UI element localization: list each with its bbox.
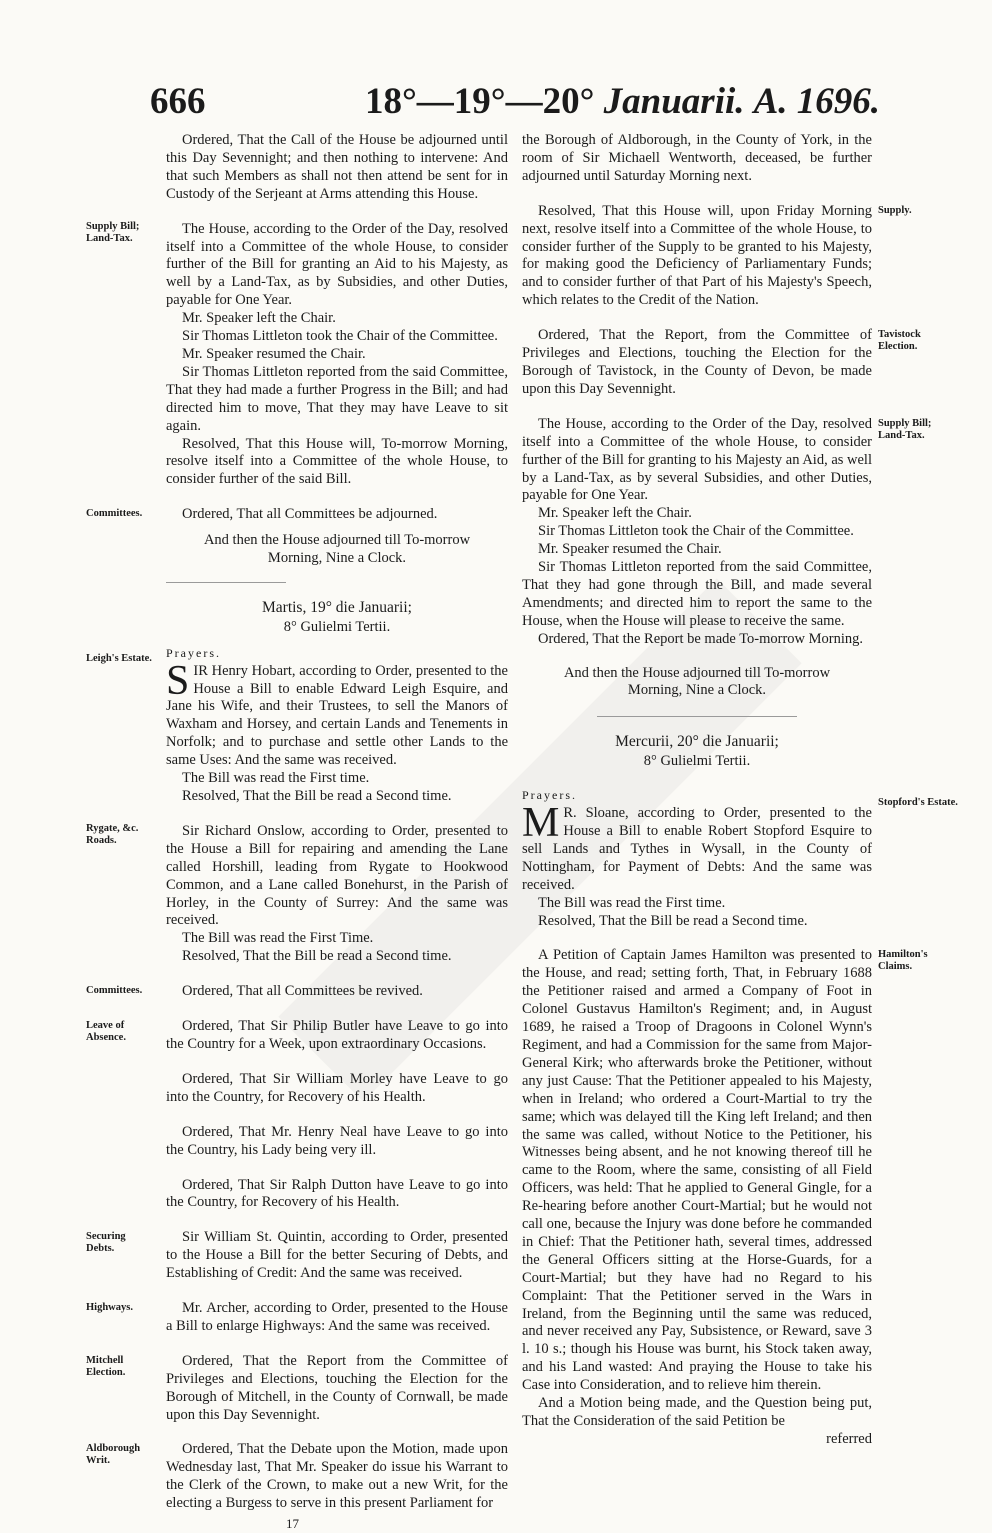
paragraph	[522, 800, 872, 895]
day-heading: Martis, 19° die Januarii;	[262, 598, 412, 616]
paragraph: Sir Thomas Littleton reported from the said Committee, That they had gone through the Bill, and made several Amendments; and directed him to report the same to the House, when the House will please to receive the same.	[522, 559, 872, 629]
day-heading: Mercurii, 20° die Januarii;	[615, 733, 779, 751]
paragraph-text: Sir William St. Quintin, according to Order, presented to the House a Bill for the better Securing of Debts, and Establishing of Credit: And the same was received.	[166, 1229, 508, 1282]
margin-note: Committees.	[86, 508, 143, 520]
prayers-label	[86, 645, 508, 664]
margin-note: Aldborough Writ.	[86, 1443, 141, 1467]
paragraph	[86, 220, 508, 311]
paragraph: The Bill was read the First Time.	[182, 930, 374, 947]
paragraph	[522, 327, 921, 399]
paragraph: Mr. Speaker resumed the Chair.	[182, 345, 366, 362]
paragraph	[86, 1300, 508, 1336]
paragraph: Ordered, That Mr. Henry Neal have Leave to go into the Country, his Lady being very ill.	[166, 1123, 508, 1158]
margin-note: Securing Debts.	[86, 1231, 126, 1255]
divider	[166, 582, 286, 583]
paragraph-text: Ordered, That Sir Philip Butler have Leave to go into the Country for a Week, upon extraordinary Occasions.	[166, 1018, 508, 1052]
margin-note: Mitchell Election.	[86, 1354, 126, 1378]
paragraph: Resolved, That the Bill be read a Second time.	[538, 912, 808, 929]
paragraph-text: Sir Richard Onslow, according to Order, presented to the House a Bill for repairing and amending the Lane called Horshill, leading from Rygate to Hookwood Common, and a Lane called Bonehurst, in the Parish of Horley, in the County of Surrey: And the same was received.	[166, 822, 508, 929]
margin-note: Supply.	[878, 204, 912, 216]
paragraph-text: Mr. Archer, according to Order, presented to the House a Bill to enlarge Highways: And the same was received.	[166, 1300, 508, 1334]
margin-note: Highways.	[86, 1302, 133, 1314]
regnal-year: 8° Gulielmi Tertii.	[643, 753, 751, 770]
paragraph	[86, 1018, 508, 1054]
adjournment: And then the House adjourned till To-morrow Morning, Nine a Clock.	[563, 664, 831, 699]
paragraph: the Borough of Aldborough, in the County of York, in the room of Sir Michaell Wentworth, deceased, be further adjourned until Saturday Morning next.	[522, 132, 872, 184]
paragraph: Mr. Speaker resumed the Chair.	[538, 541, 722, 558]
signature-mark: 17	[286, 1516, 299, 1532]
paragraph-text: IR Henry Hobart, according to Order, presented to the House a Bill to enable Edward Leigh Esquire, and Jane his Wife, and their Trustees, to sell the Manors of Waxham and Horsey, and certain Lands and Tenements in Norfolk; and to purchase and settle other Lands to the same Uses: And the same was received.	[166, 662, 508, 769]
paragraph: Ordered, That the Report be made To-morrow Morning.	[538, 630, 864, 647]
right-column	[522, 132, 958, 1449]
paragraph-text: The House, according to the Order of the Day, resolved itself into a Committee of the whole House, to consider further of the Bill for granting an Aid to his Majesty, as well by a Land-Tax, as by Subsidies, and other Duties, payable for One Year.	[166, 220, 508, 309]
margin-note: Hamilton's Claims.	[878, 949, 928, 973]
margin-note: Supply Bill; Land-Tax.	[878, 417, 932, 441]
paragraph	[86, 1229, 508, 1283]
paragraph: Mr. Speaker left the Chair.	[538, 505, 692, 522]
paragraph: Sir Thomas Littleton took the Chair of the Committee.	[182, 328, 498, 345]
regnal-year: 8° Gulielmi Tertii.	[283, 618, 391, 635]
paragraph: Sir Thomas Littleton reported from the said Committee, That they had made a further Progress in the Bill; and had directed him to move, That they may have Leave to sit again.	[166, 363, 508, 434]
paragraph	[86, 983, 508, 1001]
paragraph	[86, 506, 508, 524]
paragraph: Mr. Speaker left the Chair.	[182, 310, 336, 327]
header-month: Januarii.	[603, 81, 745, 122]
margin-note: Committees.	[86, 985, 143, 997]
prayers-text: Prayers.	[522, 788, 577, 803]
margin-note: Leave of Absence.	[86, 1020, 126, 1044]
paragraph	[86, 1441, 508, 1513]
paragraph: Resolved, That the Bill be read a Second time.	[182, 948, 452, 965]
paragraph: The Bill was read the First time.	[182, 770, 370, 787]
margin-note: Tavistock Election.	[878, 329, 921, 353]
prayers-text: Prayers.	[166, 645, 221, 660]
paragraph-text: The House, according to the Order of the Day, resolved itself into a Committee of the whole House, to consider further of the Bill for granting to his Majesty an Aid, as well by a Land-Tax, as by several Subsidies, and other Duties, payable for One Year.	[522, 415, 872, 504]
paragraph	[522, 202, 912, 310]
paragraph-text: R. Sloane, according to Order, presented to the House a Bill to enable Robert Stopford Esquire to sell Lands and Tythes in Wysall, in the County of Nottingham, for Payment of Debts: And the same was received.	[522, 805, 872, 893]
paragraph: Resolved, That this House will, To-morrow Morning, resolve itself into a Committee of the whole House, to consider further of the said Bill.	[166, 435, 508, 488]
paragraph-text: Ordered, That all Committees be adjourned.	[182, 506, 438, 523]
header-year: A. 1696.	[753, 81, 880, 122]
paragraph	[166, 657, 508, 770]
catchword: referred	[826, 1430, 872, 1447]
paragraph: Ordered, That Sir Ralph Dutton have Leave to go into the Country, for Recovery of his Health.	[166, 1176, 508, 1211]
paragraph: Ordered, That Sir William Morley have Leave to go into the Country, for Recovery of his Health.	[166, 1070, 508, 1105]
paragraph-text: A Petition of Captain James Hamilton was presented to the House, and read; setting forth, That, in February 1688 the Petitioner raised and armed a Company of Foot in Colonel Gustavus Hamilton's Regiment; and, in August 1689, he raised a Troop of Dragoons in Colonel Wynn's Regiment, and had a Commission for the same from Major-General Kirk; who afterwards broke the Petitioner, without any just Cause: That the Petitioner appealed to his Majesty, when in Ireland; who ordered a Court-Martial to try the same; which was delayed till the King left Ireland; and then the same was called, without Notice to the Petitioner, his Witnesses being absent, and he not knowing thereof till he came to the Room, where the same, consisting of all Field Officers, was held: That he applied to General Gingle, for a Re-hearing before another Court-Martial; but he would not call one, because the Injury was done before he commanded in Chief: That the Petitioner hath, several times, addressed the General Officers sitting at the Horse-Guards, for a Court-Martial; but they have had no Regard to his Complaint: That the Petitioner served in the Wars in Ireland, from the Beginning until the same was reduced, and never received any Pay, Subsistence, or Reward, save 3 l. 10 s.; though his House was burnt, his Stock taken away, and his Land wasted: And praying the House to take his Case into Consideration, and to relieve him therein.	[522, 947, 872, 1394]
margin-note: Rygate, &c. Roads.	[86, 822, 139, 846]
paragraph-text: Resolved, That this House will, upon Friday Morning next, resolve itself into a Committee of the whole House, to consider further of the Supply to be granted to his Majesty, for making good the Deficiency of Parliamentary Funds; and to consider further of that Part of his Majesty's Speech, which relates to the Credit of the Nation.	[522, 202, 872, 309]
divider	[597, 716, 797, 717]
drop-cap: M	[522, 800, 560, 847]
paragraph-text: Ordered, That the Report from the Committee of Privileges and Elections, touching the Election for the Borough of Mitchell, in the County of Cornwall, be made upon this Day Sevennight.	[166, 1352, 508, 1423]
paragraph	[522, 947, 928, 1395]
header-dates	[365, 80, 745, 123]
paragraph	[522, 415, 932, 506]
drop-cap: S	[166, 657, 190, 704]
margin-note: Supply Bill; Land-Tax.	[86, 220, 140, 244]
paragraph	[86, 1352, 508, 1425]
paragraph-text: Ordered, That the Debate upon the Motion, made upon Wednesday last, That Mr. Speaker do issue his Warrant to the Clerk of the Crown, to make out a new Writ, for the electing a Burgess to serve in this present Parliament for	[166, 1441, 508, 1512]
left-column	[86, 132, 508, 1533]
paragraph-text: Ordered, That the Report, from the Committee of Privileges and Elections, touching the Election for the Borough of Tavistock, in the County of Devon, be made upon this Day Sevennight.	[522, 327, 872, 397]
paragraph-text: Ordered, That all Committees be revived.	[182, 983, 423, 1000]
prayers-label	[522, 787, 958, 809]
paragraph: And a Motion being made, and the Question being put, That the Consideration of the said Petition be	[522, 1395, 872, 1429]
paragraph: The Bill was read the First time.	[538, 894, 726, 911]
paragraph: Resolved, That the Bill be read a Second time.	[182, 788, 452, 804]
paragraph: Sir Thomas Littleton took the Chair of the Committee.	[538, 523, 854, 540]
page-header	[150, 80, 880, 128]
paragraph: Ordered, That the Call of the House be adjourned until this Day Sevennight; and then nothing to intervene: And that such Members as shall not then attend be sent for in Custody of the Serjeant at Arms attending this House.	[166, 132, 508, 202]
header-days: 18°—19°—20°	[365, 81, 595, 122]
page-number: 666	[150, 81, 206, 122]
margin-note: Leigh's Estate.	[86, 652, 152, 664]
paragraph	[86, 822, 508, 930]
adjournment: And then the House adjourned till To-morrow Morning, Nine a Clock.	[203, 532, 471, 567]
margin-note: Stopford's Estate.	[878, 797, 958, 809]
